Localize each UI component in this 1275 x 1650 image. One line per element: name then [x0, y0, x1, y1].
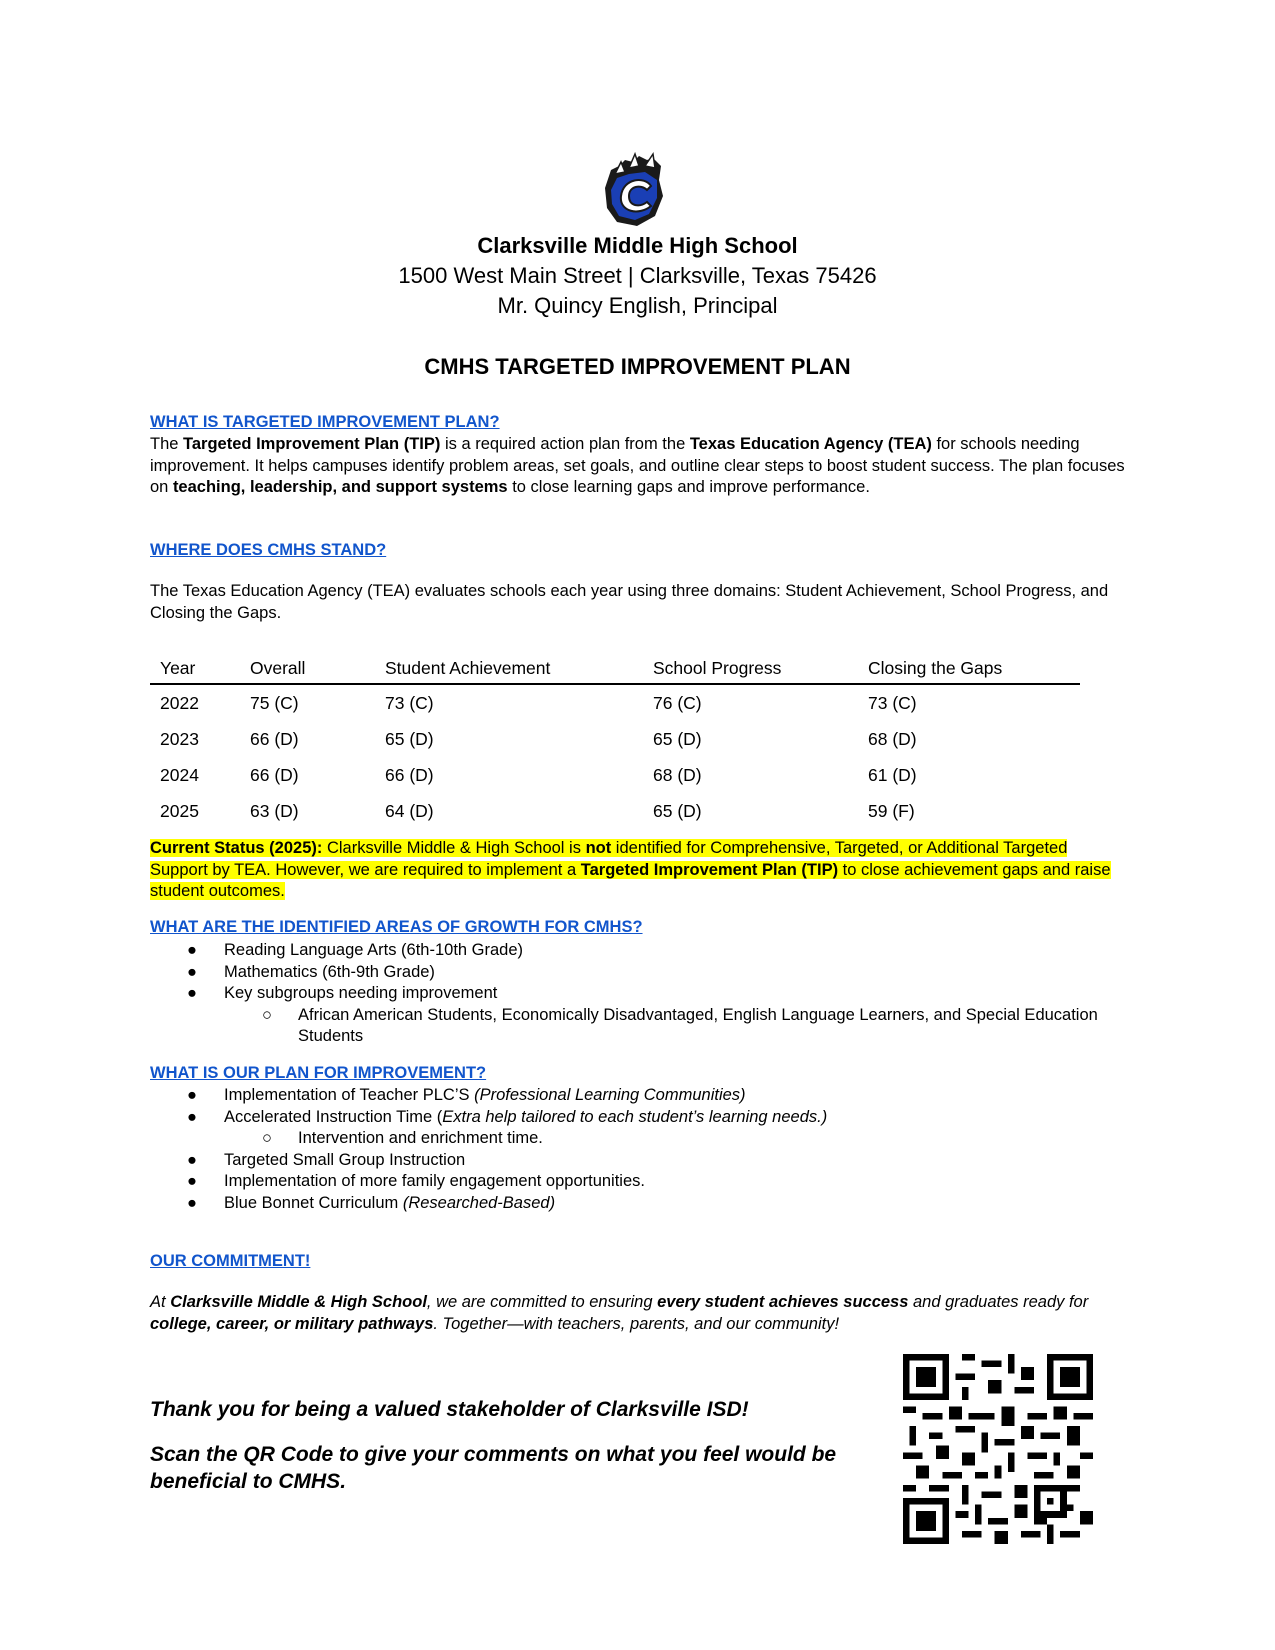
- bullet-icon: ●: [187, 1150, 197, 1169]
- table-row: [150, 793, 1080, 829]
- col-closing-gaps: Closing the Gaps: [858, 655, 1080, 684]
- cell: 68 (D): [868, 728, 917, 749]
- cell: 65 (D): [653, 728, 702, 749]
- accountability-table: [150, 655, 1080, 829]
- cell: 66 (D): [250, 764, 299, 785]
- col-overall: Overall: [240, 655, 375, 684]
- scan-qr-message: Scan the QR Code to give your comments on what you feel would be beneficial to CMHS.: [150, 1443, 837, 1493]
- section-heading-what-is-tip[interactable]: WHAT IS TARGETED IMPROVEMENT PLAN?: [150, 413, 500, 431]
- col-year: Year: [150, 655, 240, 684]
- cell: 73 (C): [385, 692, 434, 713]
- plan-title: CMHS TARGETED IMPROVEMENT PLAN: [424, 354, 851, 379]
- cell: 63 (D): [250, 800, 299, 821]
- school-logo-paw-icon: [599, 150, 669, 230]
- growth-areas-list: [150, 940, 1125, 1048]
- thank-you-message: Thank you for being a valued stakeholder of Clarksville ISD!: [150, 1398, 749, 1421]
- cell: 59 (F): [868, 800, 915, 821]
- cell: 75 (C): [250, 692, 299, 713]
- qr-code-icon[interactable]: [903, 1354, 1093, 1544]
- cell: 66 (D): [385, 764, 434, 785]
- cell: 65 (D): [653, 800, 702, 821]
- bullet-icon: ●: [187, 941, 197, 959]
- principal-line: Mr. Quincy English, Principal: [497, 293, 778, 318]
- table-row: [150, 721, 1080, 757]
- cell: 65 (D): [385, 728, 434, 749]
- tip-description: The Targeted Improvement Plan (TIP) is a required action plan from the Texas Education Agency (TEA) for schools needing improvement. It helps campuses identify problem areas, set goals, and outline clear steps to boost student success. The plan focuses on teaching, leadership, and support systems to close learning gaps and improve performance.: [150, 435, 1125, 496]
- hollow-bullet-icon: ○: [262, 1005, 272, 1024]
- bullet-icon: ●: [187, 1086, 197, 1104]
- cell: 61 (D): [868, 764, 917, 785]
- table-header-row: [150, 655, 1080, 684]
- section-heading-where-does-cmhs-stand[interactable]: WHERE DOES CMHS STAND?: [150, 541, 387, 559]
- list-item: ● Targeted Small Group Instruction: [150, 1150, 1125, 1172]
- section-heading-our-commitment[interactable]: OUR COMMITMENT!: [150, 1252, 311, 1270]
- cell: 76 (C): [653, 692, 702, 713]
- cell: 68 (D): [653, 764, 702, 785]
- list-subitem: ○ African American Students, Economically Disadvantaged, English Language Learners, and Special Education Students: [262, 1005, 1098, 1045]
- section-heading-plan-for-improvement[interactable]: WHAT IS OUR PLAN FOR IMPROVEMENT?: [150, 1064, 487, 1082]
- cell: 66 (D): [250, 728, 299, 749]
- list-item: ● Implementation of Teacher PLC’S (Professional Learning Communities): [150, 1085, 1125, 1107]
- tea-intro: The Texas Education Agency (TEA) evaluates schools each year using three domains: Student Achievement, School Progress, and Closing the Gaps.: [150, 582, 1109, 622]
- improvement-plan-list: [150, 1085, 1125, 1214]
- list-item: ● Key subgroups needing improvement: [150, 983, 1125, 1005]
- current-status-note: Current Status (2025): Clarksville Middle & High School is not identified for Comprehensive, Targeted, or Additional Targeted Support by TEA. However, we are required to implement a Targeted Improvement Plan (TIP) to close achievement gaps and raise student outcomes.: [150, 839, 1111, 900]
- list-subitem: ○ Intervention and enrichment time.: [150, 1128, 1125, 1150]
- school-name: Clarksville Middle High School: [477, 233, 798, 258]
- table-row: [150, 757, 1080, 793]
- cell: 2023: [160, 728, 199, 749]
- hollow-bullet-icon: ○: [262, 1129, 272, 1147]
- cell: 2025: [160, 800, 199, 821]
- bullet-icon: ●: [187, 984, 197, 1002]
- bullet-icon: ●: [187, 1193, 197, 1212]
- col-school-progress: School Progress: [643, 655, 858, 684]
- bullet-icon: ●: [187, 1107, 197, 1126]
- commitment-statement: At Clarksville Middle & High School, we are committed to ensuring every student achieves success and graduates ready for college, career, or military pathways. Together—with teachers, parents, and our community!: [150, 1293, 1089, 1333]
- col-student-achievement: Student Achievement: [375, 655, 643, 684]
- table-row: [150, 684, 1080, 721]
- cell: 2024: [160, 764, 199, 785]
- cell: 64 (D): [385, 800, 434, 821]
- list-item: ● Mathematics (6th-9th Grade): [150, 962, 1125, 984]
- list-item: ● Blue Bonnet Curriculum (Researched-Based): [150, 1193, 1125, 1215]
- school-address: 1500 West Main Street | Clarksville, Texas 75426: [398, 263, 877, 288]
- list-item: ● Implementation of more family engagement opportunities.: [150, 1171, 1125, 1193]
- bullet-icon: ●: [187, 1172, 197, 1190]
- list-item: ● Accelerated Instruction Time (Extra help tailored to each student’s learning needs.): [150, 1107, 1125, 1129]
- bullet-icon: ●: [187, 962, 197, 981]
- cell: 73 (C): [868, 692, 917, 713]
- section-heading-areas-of-growth[interactable]: WHAT ARE THE IDENTIFIED AREAS OF GROWTH FOR CMHS?: [150, 918, 643, 936]
- cell: 2022: [160, 692, 199, 713]
- list-item: ● Reading Language Arts (6th-10th Grade): [150, 940, 1125, 962]
